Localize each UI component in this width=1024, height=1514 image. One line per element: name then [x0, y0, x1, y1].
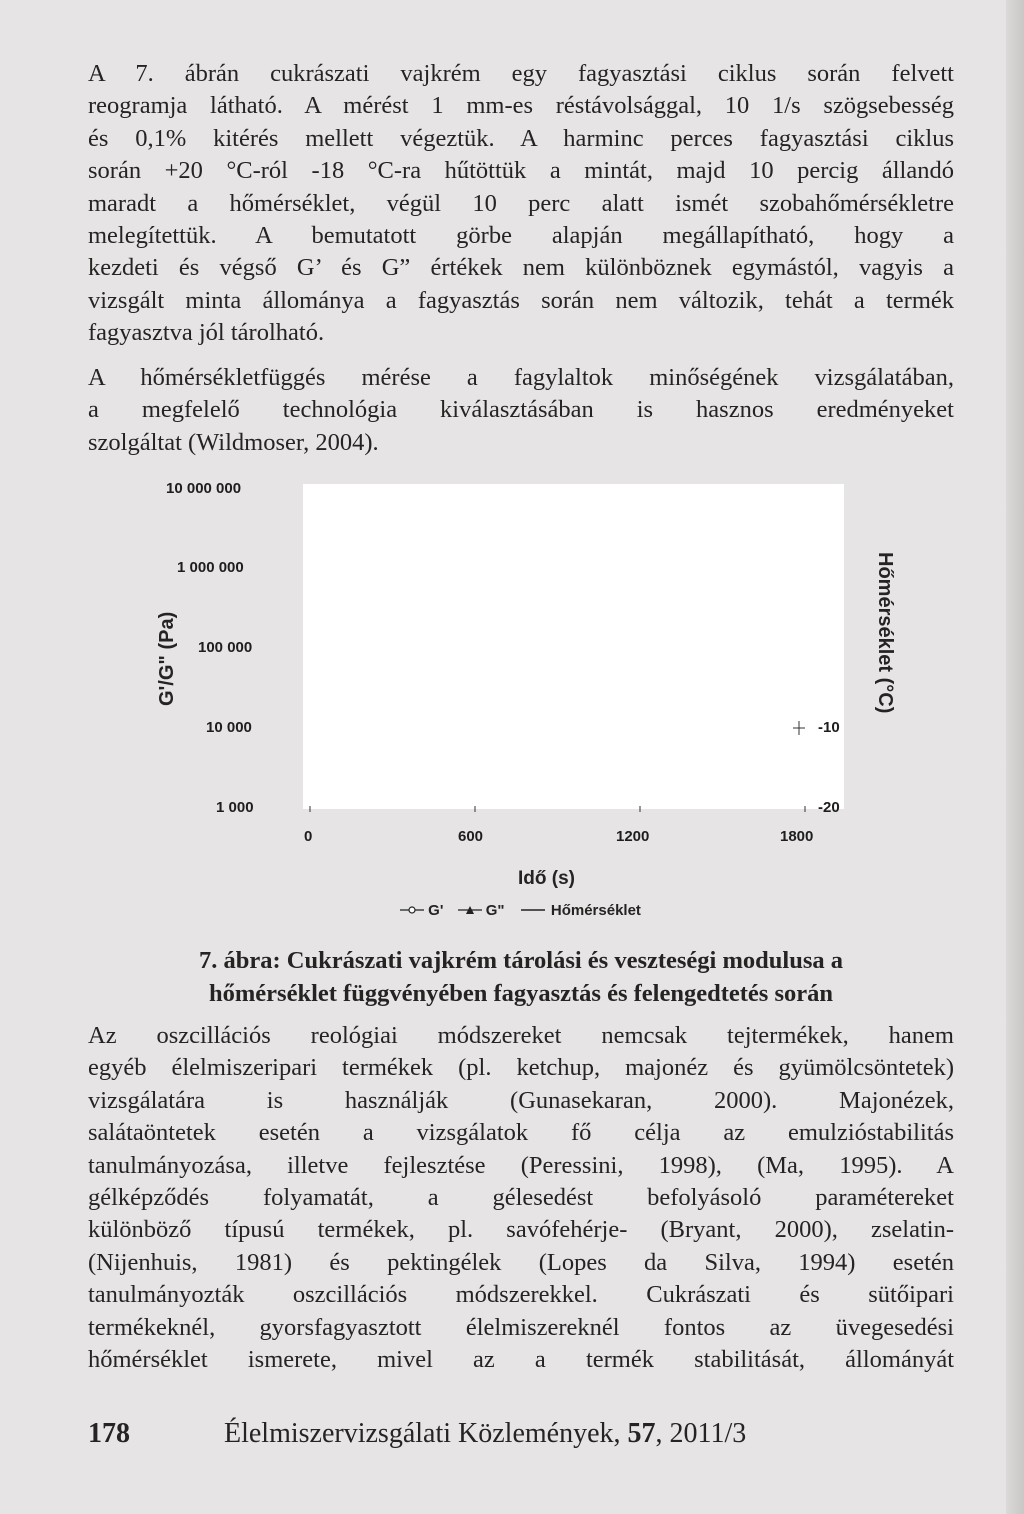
- page-number: 178: [88, 1418, 130, 1449]
- legend-label: G": [485, 902, 505, 919]
- text-line: hőmérséklet ismerete, mivel az a termék stabilitását, állományát: [88, 1346, 954, 1374]
- journal-name: Élelmiszervizsgálati Közlemények,: [224, 1418, 628, 1449]
- legend-marker-line: [519, 905, 547, 915]
- text-line: salátaöntetek esetén a vizsgálatok fő célja az emulzióstabilitás: [88, 1119, 954, 1147]
- x-tick: 600: [458, 828, 484, 845]
- text-line: és 0,1% kitérés mellett végeztük. A harminc perces fagyasztási ciklus: [88, 124, 954, 152]
- text-line: egyéb élelmiszeripari termékek (pl. ketchup, majonéz és gyümölcsöntetek): [88, 1054, 954, 1082]
- y-left-tick: 10 000 000: [166, 480, 242, 497]
- text-line: szolgáltat (Wildmoser, 2004).: [88, 428, 379, 456]
- paragraph-temperature: [88, 362, 954, 459]
- y-left-tick: 10 000: [206, 719, 252, 736]
- text-line: A 7. ábrán cukrászati vajkrém egy fagyasztási ciklus során felvett: [88, 60, 954, 87]
- text-line: kezdeti és végső G’ és G” értékek nem különböznek egymástól, vagyis a: [88, 254, 954, 282]
- legend-marker-circle: [400, 905, 424, 915]
- y-right-tick: -10: [818, 719, 840, 736]
- text-line: a megfelelő technológia kiválasztásában is hasznos eredményeket: [88, 396, 954, 424]
- text-line: során +20 °C-ról -18 °C-ra hűtöttük a mintát, majd 10 percig állandó: [88, 157, 954, 185]
- x-tick: 1200: [616, 828, 650, 845]
- x-tick: 1800: [780, 828, 814, 845]
- text-line: reogramja látható. A mérést 1 mm-es réstávolsággal, 10 1/s szögsebesség: [88, 92, 954, 120]
- journal-volume: 57: [627, 1418, 656, 1449]
- y-left-tick: 1 000 000: [177, 559, 244, 576]
- caption-line: hőmérséklet függvényében fagyasztás és felengedtetés során: [209, 980, 833, 1007]
- journal-citation: [224, 1418, 746, 1450]
- page-edge-shadow: [1006, 0, 1024, 1514]
- y-left-tick: 1 000: [216, 799, 254, 816]
- text-line: maradt a hőmérséklet, végül 10 perc alatt ismét szobahőmérsékletre: [88, 189, 954, 217]
- chart-legend: [400, 902, 651, 919]
- y-right-axis-label: Hőmérséklet (°C): [874, 552, 896, 714]
- text-line: vizsgált minta állománya a fagyasztás során nem változik, tehát a termék: [88, 286, 954, 314]
- paragraph-intro: [88, 58, 954, 350]
- y-left-axis-label: G'/G" (Pa): [156, 611, 178, 706]
- legend-item-temperature: [519, 902, 641, 919]
- y-right-tick: -20: [818, 799, 840, 816]
- caption-line: 7. ábra: Cukrászati vajkrém tárolási és veszteségi modulusa a: [199, 947, 843, 974]
- text-line: gélképződés folyamatát, a gélesedést befolyásoló paramétereket: [88, 1184, 954, 1212]
- text-line: tanulmányozása, illetve fejlesztése (Peressini, 1998), (Ma, 1995). A: [88, 1151, 954, 1179]
- figure-caption: [88, 944, 954, 1010]
- y-left-tick: 100 000: [198, 639, 253, 656]
- legend-item-g-prime: [400, 902, 448, 919]
- legend-label: G': [428, 902, 444, 919]
- legend-marker-triangle: [458, 905, 482, 915]
- text-line: tanulmányozták oszcillációs módszerekkel. Cukrászati és sütőipari: [88, 1281, 954, 1309]
- text-line: fagyasztva jól tárolható.: [88, 319, 325, 347]
- text-line: Az oszcillációs reológiai módszereket nemcsak tejtermékek, hanem: [88, 1022, 954, 1049]
- text-line: A hőmérsékletfüggés mérése a fagylaltok minőségének vizsgálatában,: [88, 364, 954, 391]
- paragraph-oscillation: [88, 1020, 954, 1376]
- text-line: (Nijenhuis, 1981) és pektingélek (Lopes da Silva, 1994) esetén: [88, 1248, 954, 1276]
- legend-item-g-double-prime: [458, 902, 509, 919]
- chart-axes: [160, 470, 920, 930]
- x-axis-label: Idő (s): [518, 868, 575, 889]
- text-line: termékeknél, gyorsfagyasztott élelmiszereknél fontos az üvegesedési: [88, 1313, 954, 1341]
- journal-issue: , 2011/3: [655, 1418, 747, 1449]
- text-line: melegítettük. A bemutatott görbe alapján megállapítható, hogy a: [88, 222, 954, 250]
- legend-label: Hőmérséklet: [550, 902, 641, 919]
- text-line: vizsgálatára is használják (Gunasekaran, 2000). Majonézek,: [88, 1086, 954, 1114]
- rheogram-chart: [156, 470, 920, 930]
- text-line: különböző típusú termékek, pl. savófehérje- (Bryant, 2000), zselatin-: [88, 1216, 954, 1244]
- x-tick: 0: [304, 828, 313, 845]
